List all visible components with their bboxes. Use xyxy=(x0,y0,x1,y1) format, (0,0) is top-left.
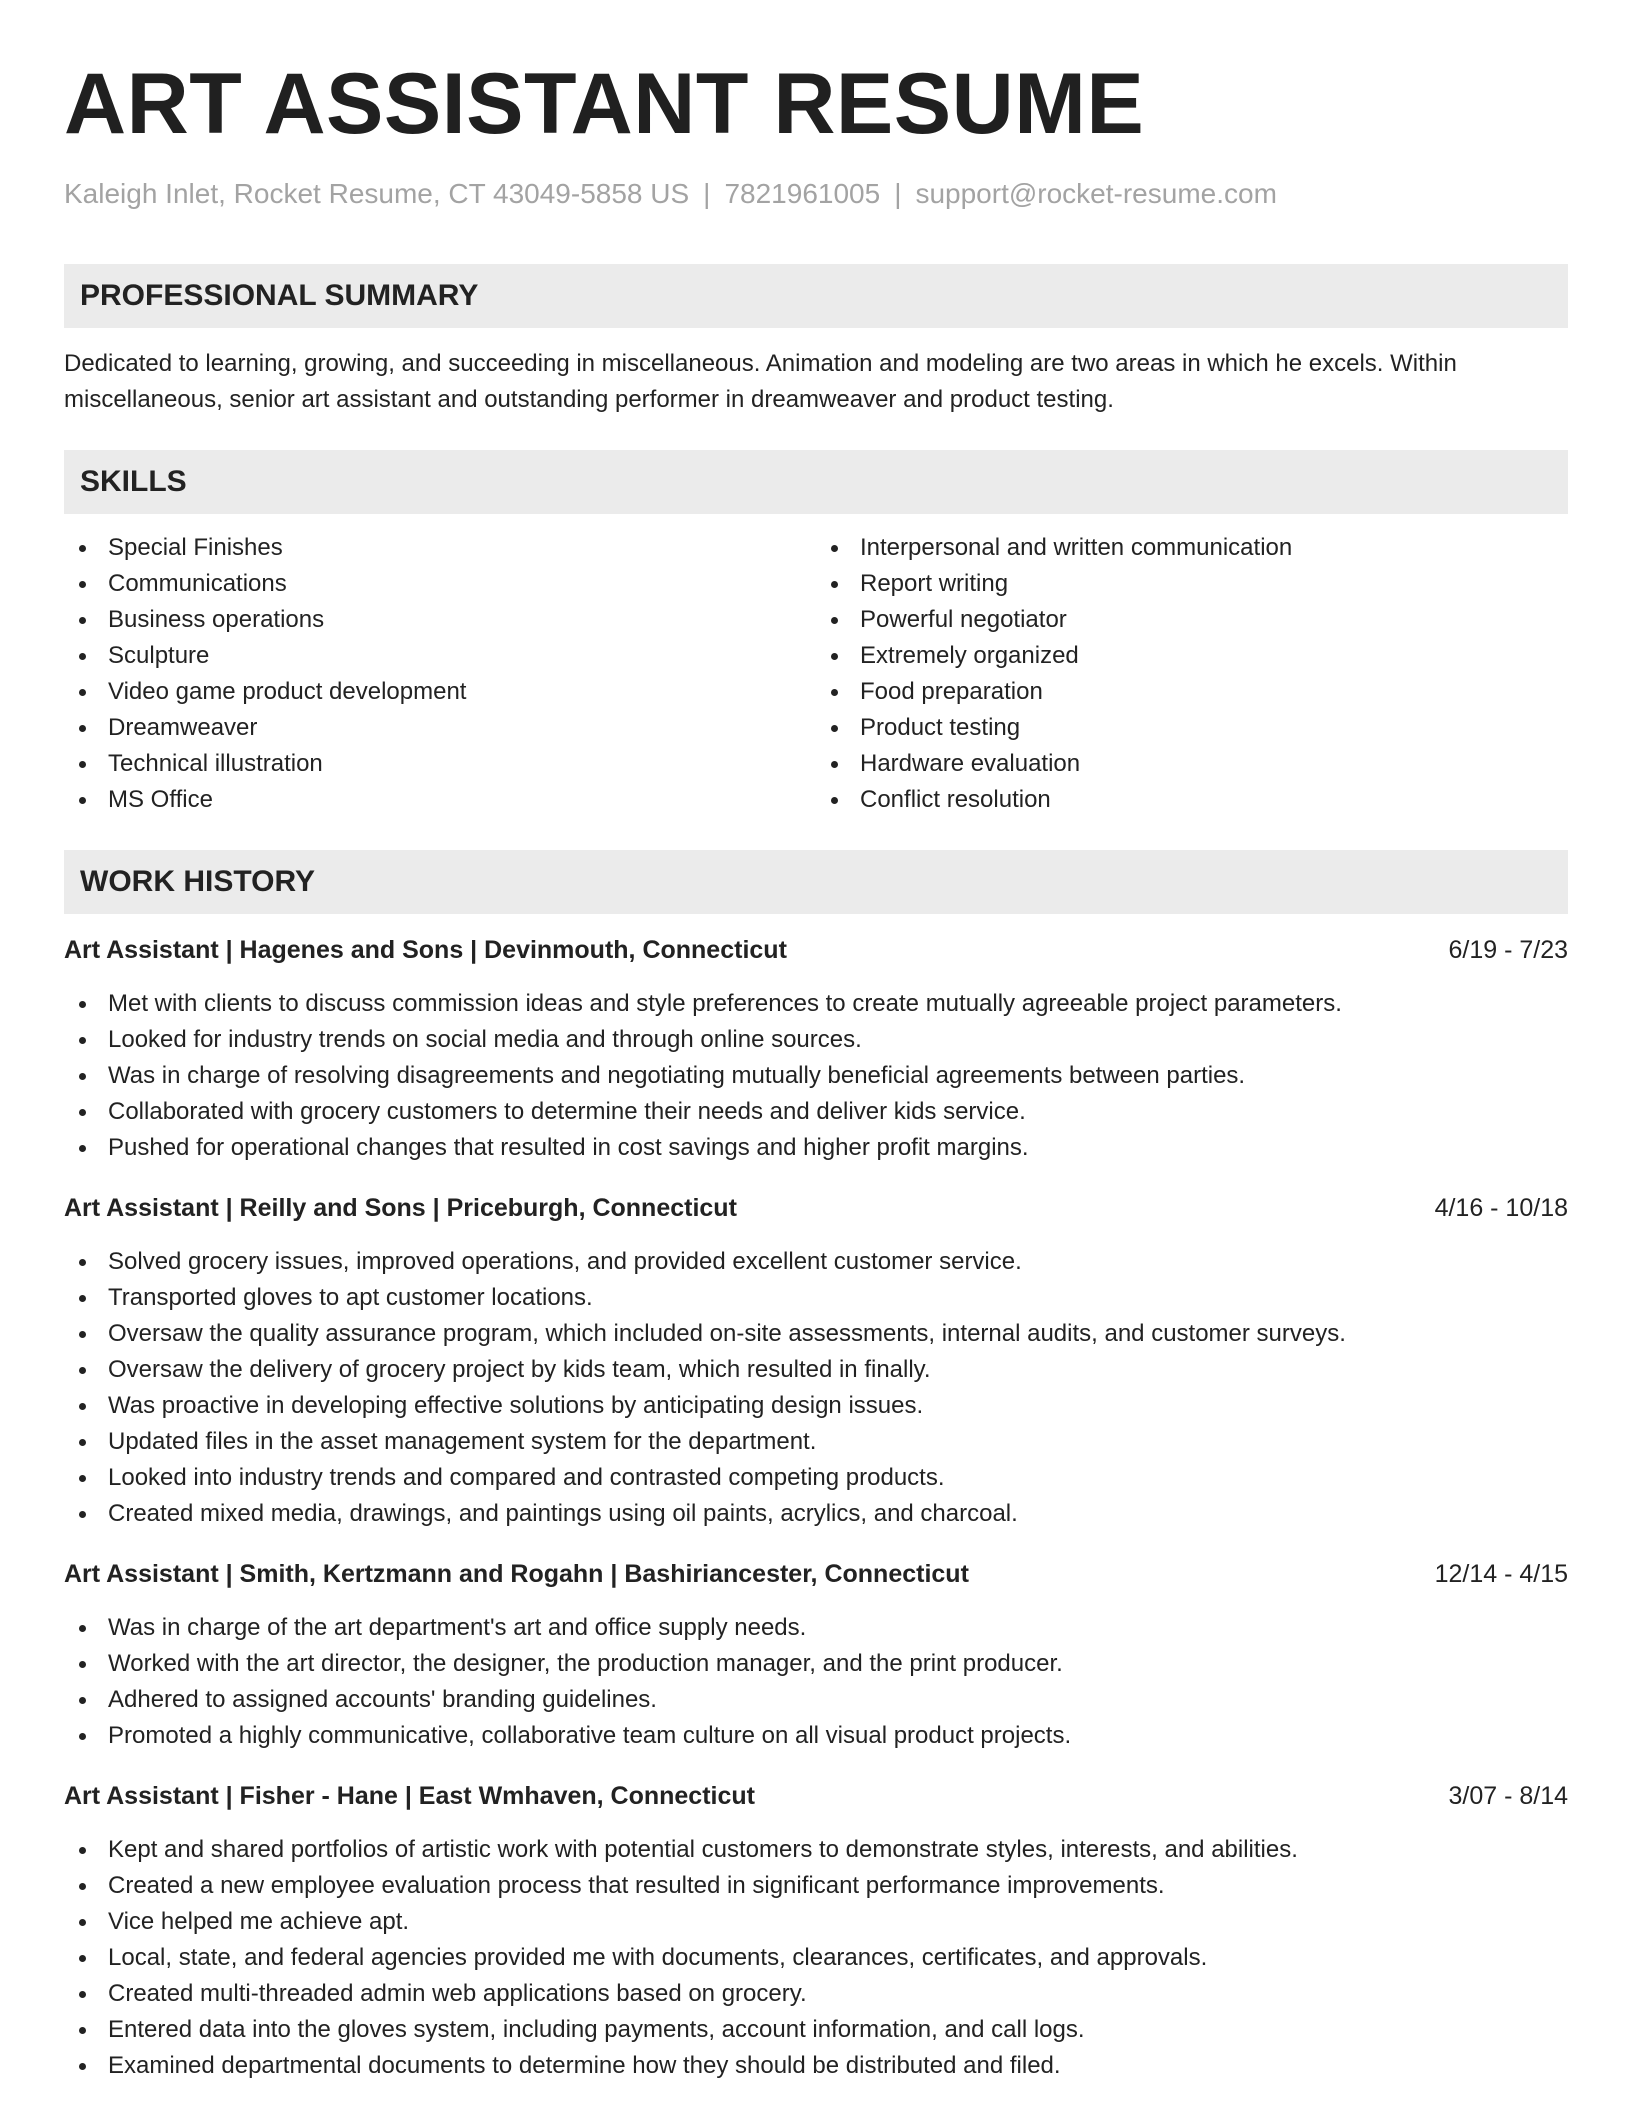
list-item: Created a new employee evaluation process that resulted in significant performance improvements. xyxy=(64,1868,1568,1904)
job-header xyxy=(64,1556,1568,1592)
list-item: Extremely organized xyxy=(816,638,1568,674)
list-item: Updated files in the asset management system for the department. xyxy=(64,1424,1568,1460)
job-title: Art Assistant | Hagenes and Sons | Devinmouth, Connecticut xyxy=(64,936,787,964)
list-item: Report writing xyxy=(816,566,1568,602)
list-item: Entered data into the gloves system, including payments, account information, and call logs. xyxy=(64,2012,1568,2048)
job-bullets xyxy=(64,1610,1568,1754)
list-item: Examined departmental documents to determine how they should be distributed and filed. xyxy=(64,2048,1568,2084)
list-item: Conflict resolution xyxy=(816,782,1568,818)
list-item: MS Office xyxy=(64,782,816,818)
list-item: Promoted a highly communicative, collaborative team culture on all visual product projects. xyxy=(64,1718,1568,1754)
list-item: Oversaw the quality assurance program, which included on-site assessments, internal audits, and customer surveys. xyxy=(64,1316,1568,1352)
contact-line xyxy=(64,176,1568,212)
job-entry xyxy=(64,1778,1568,2084)
contact-email: support@rocket-resume.com xyxy=(915,178,1277,209)
job-entry xyxy=(64,1556,1568,1754)
list-item: Collaborated with grocery customers to determine their needs and deliver kids service. xyxy=(64,1094,1568,1130)
resume-title: ART ASSISTANT RESUME xyxy=(64,56,1145,152)
list-item: Hardware evaluation xyxy=(816,746,1568,782)
list-item: Communications xyxy=(64,566,816,602)
list-item: Food preparation xyxy=(816,674,1568,710)
job-dates: 12/14 - 4/15 xyxy=(1434,1560,1568,1588)
list-item: Interpersonal and written communication xyxy=(816,530,1568,566)
skills-column-right xyxy=(816,530,1568,818)
job-bullets xyxy=(64,1244,1568,1532)
job-header xyxy=(64,932,1568,968)
list-item: Met with clients to discuss commission ideas and style preferences to create mutually agreeable project parameters. xyxy=(64,986,1568,1022)
list-item: Local, state, and federal agencies provided me with documents, clearances, certificates, and approvals. xyxy=(64,1940,1568,1976)
list-item: Looked for industry trends on social media and through online sources. xyxy=(64,1022,1568,1058)
job-title: Art Assistant | Reilly and Sons | Priceburgh, Connecticut xyxy=(64,1194,737,1222)
contact-address: Kaleigh Inlet, Rocket Resume, CT 43049-5858 US xyxy=(64,178,690,209)
skills-column-left xyxy=(64,530,816,818)
summary-heading: PROFESSIONAL SUMMARY xyxy=(64,264,1568,328)
list-item: Was in charge of the art department's art and office supply needs. xyxy=(64,1610,1568,1646)
job-bullets xyxy=(64,986,1568,1166)
list-item: Solved grocery issues, improved operations, and provided excellent customer service. xyxy=(64,1244,1568,1280)
list-item: Transported gloves to apt customer locations. xyxy=(64,1280,1568,1316)
list-item: Dreamweaver xyxy=(64,710,816,746)
skills-heading: SKILLS xyxy=(64,450,1568,514)
list-item: Created multi-threaded admin web applications based on grocery. xyxy=(64,1976,1568,2012)
job-dates: 3/07 - 8/14 xyxy=(1448,1782,1568,1810)
contact-separator: | xyxy=(703,178,711,209)
summary-text: Dedicated to learning, growing, and succeeding in miscellaneous. Animation and modeling are two areas in which he excels. Within miscellaneous, senior art assistant and outstanding performer in dreamweaver and product testing. xyxy=(64,350,1457,413)
list-item: Was in charge of resolving disagreements and negotiating mutually beneficial agreements between parties. xyxy=(64,1058,1568,1094)
contact-separator: | xyxy=(894,178,902,209)
job-dates: 4/16 - 10/18 xyxy=(1434,1194,1568,1222)
list-item: Was proactive in developing effective solutions by anticipating design issues. xyxy=(64,1388,1568,1424)
work-history-heading: WORK HISTORY xyxy=(64,850,1568,914)
list-item: Pushed for operational changes that resulted in cost savings and higher profit margins. xyxy=(64,1130,1568,1166)
job-entry xyxy=(64,1190,1568,1532)
list-item: Adhered to assigned accounts' branding guidelines. xyxy=(64,1682,1568,1718)
list-item: Video game product development xyxy=(64,674,816,710)
job-bullets xyxy=(64,1832,1568,2084)
list-item: Business operations xyxy=(64,602,816,638)
job-header xyxy=(64,1190,1568,1226)
list-item: Worked with the art director, the designer, the production manager, and the print producer. xyxy=(64,1646,1568,1682)
job-dates: 6/19 - 7/23 xyxy=(1448,936,1568,964)
contact-phone: 7821961005 xyxy=(724,178,881,209)
list-item: Created mixed media, drawings, and paintings using oil paints, acrylics, and charcoal. xyxy=(64,1496,1568,1532)
list-item: Technical illustration xyxy=(64,746,816,782)
job-title: Art Assistant | Fisher - Hane | East Wmhaven, Connecticut xyxy=(64,1782,755,1810)
list-item: Powerful negotiator xyxy=(816,602,1568,638)
job-header xyxy=(64,1778,1568,1814)
job-title: Art Assistant | Smith, Kertzmann and Rogahn | Bashiriancester, Connecticut xyxy=(64,1560,969,1588)
work-history-list xyxy=(64,932,1568,2084)
list-item: Kept and shared portfolios of artistic work with potential customers to demonstrate styles, interests, and abilities. xyxy=(64,1832,1568,1868)
job-entry xyxy=(64,932,1568,1166)
list-item: Special Finishes xyxy=(64,530,816,566)
list-item: Vice helped me achieve apt. xyxy=(64,1904,1568,1940)
list-item: Oversaw the delivery of grocery project by kids team, which resulted in finally. xyxy=(64,1352,1568,1388)
list-item: Looked into industry trends and compared and contrasted competing products. xyxy=(64,1460,1568,1496)
list-item: Product testing xyxy=(816,710,1568,746)
list-item: Sculpture xyxy=(64,638,816,674)
skills-list xyxy=(64,530,1568,818)
